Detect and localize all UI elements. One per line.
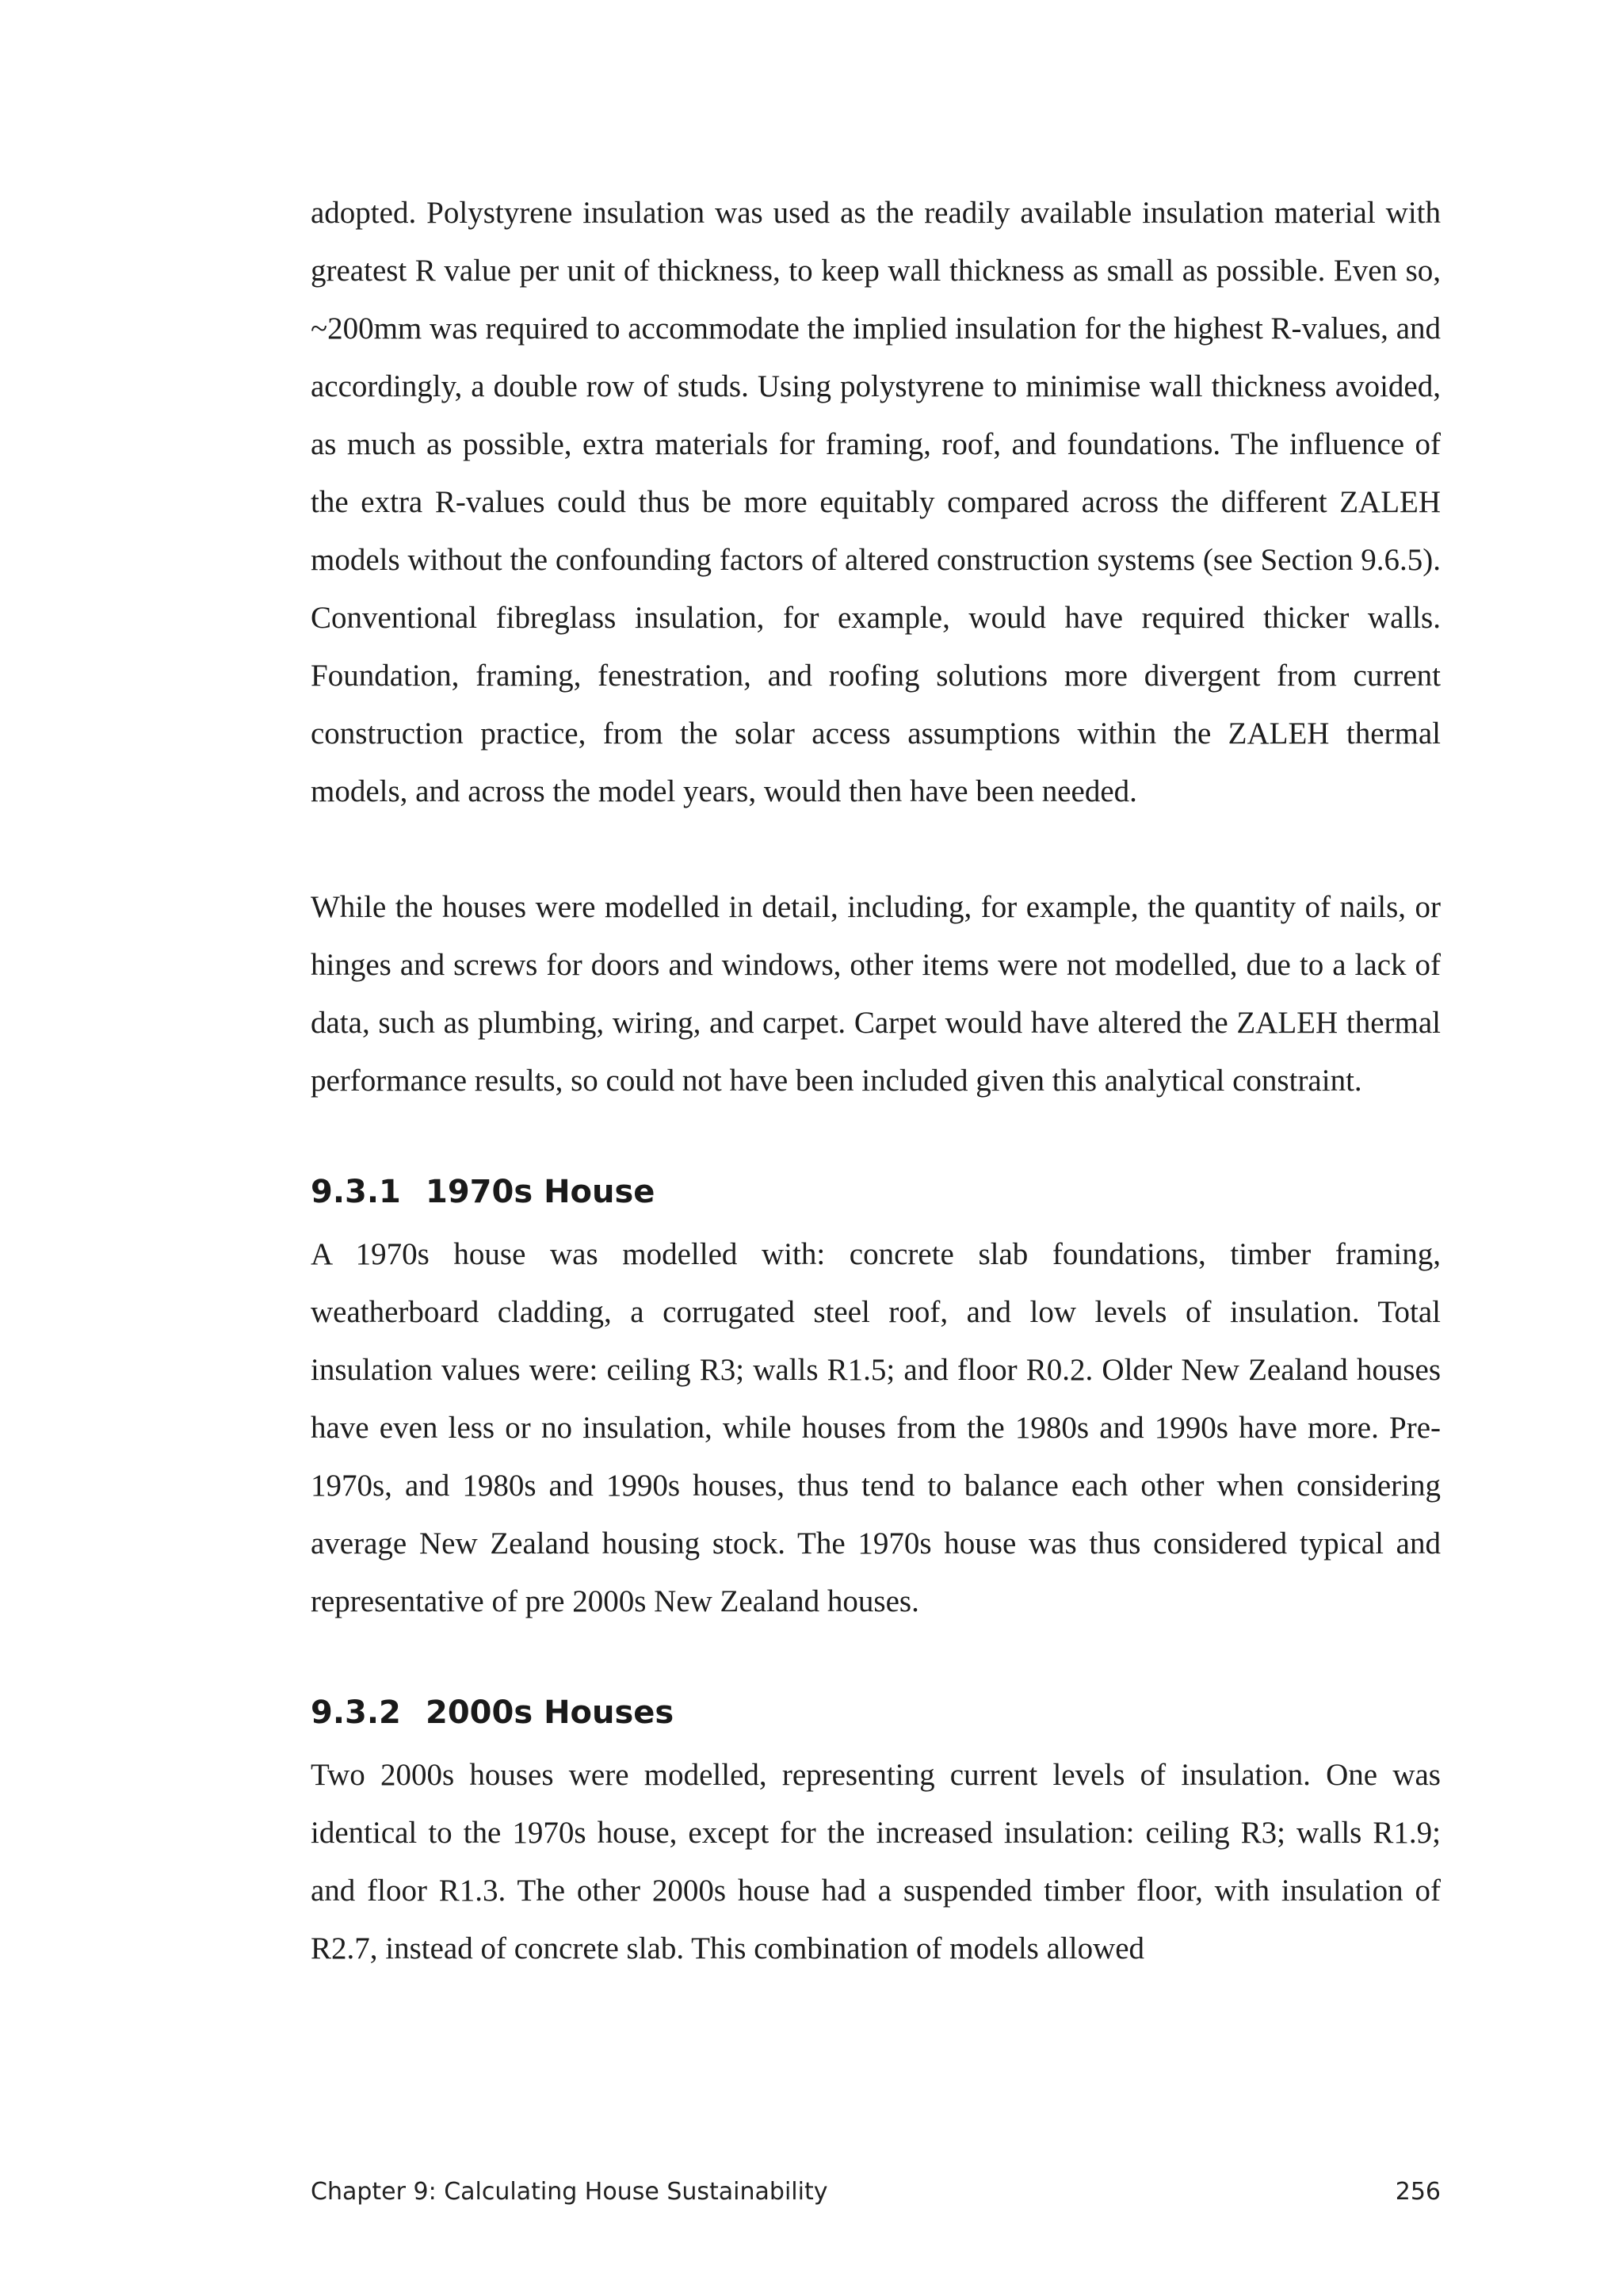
section-number: 9.3.2 (311, 1694, 401, 1731)
body-paragraph: While the houses were modelled in detail, including, for example, the quantity of nails, or hinges and screws for doors and windows, other items were not modelled, due to a lack of data, such as plumbing, wiring, and carpet. Carpet would have altered the ZALEH thermal performance results, so could not have been included given this analytical constraint. (311, 890, 1441, 1098)
section-paragraph: Two 2000s houses were modelled, representing current levels of insulation. One was identical to the 1970s house, except for the increased insulation: ceiling R3; walls R1.9; and floor R1.3. The other 2000s house had a suspended timber floor, with insulation of R2.7, instead of concrete slab. This combination of models allowed (311, 1758, 1441, 1966)
section-2000s-houses (311, 1692, 1441, 1977)
page-number: 256 (1395, 2178, 1441, 2206)
section-heading (311, 1171, 1441, 1213)
section-heading (311, 1692, 1441, 1733)
page-footer (311, 2178, 1441, 2206)
section-number: 9.3.1 (311, 1174, 401, 1210)
document-page (311, 184, 1441, 1977)
section-title: 2000s Houses (426, 1694, 674, 1731)
body-paragraph: adopted. Polystyrene insulation was used as the readily available insulation material with greatest R value per unit of thickness, to keep wall thickness as small as possible. Even so, ~200mm was required to accommodate the implied insulation for the highest R-values, and accordingly, a double row of studs. Using polystyrene to minimise wall thickness avoided, as much as possible, extra materials for framing, roof, and foundations. The influence of the extra R-values could thus be more equitably compared across the different ZALEH models without the confounding factors of altered construction systems (see Section 9.6.5). Conventional fibreglass insulation, for example, would have required thicker walls. Foundation, framing, fenestration, and roofing solutions more divergent from current construction practice, from the solar access assumptions within the ZALEH thermal models, and across the model years, would then have been needed. (311, 196, 1441, 808)
section-1970s-house (311, 1171, 1441, 1630)
section-paragraph: A 1970s house was modelled with: concrete slab foundations, timber framing, weatherboard cladding, a corrugated steel roof, and low levels of insulation. Total insulation values were: ceiling R3; walls R1.5; and floor R0.2. Older New Zealand houses have even less or no insulation, while houses from the 1980s and 1990s have more. Pre-1970s, and 1980s and 1990s houses, thus tend to balance each other when considering average New Zealand housing stock. The 1970s house was thus considered typical and representative of pre 2000s New Zealand houses. (311, 1237, 1441, 1618)
footer-chapter-title: Chapter 9: Calculating House Sustainability (311, 2178, 828, 2206)
section-title: 1970s House (426, 1174, 655, 1210)
